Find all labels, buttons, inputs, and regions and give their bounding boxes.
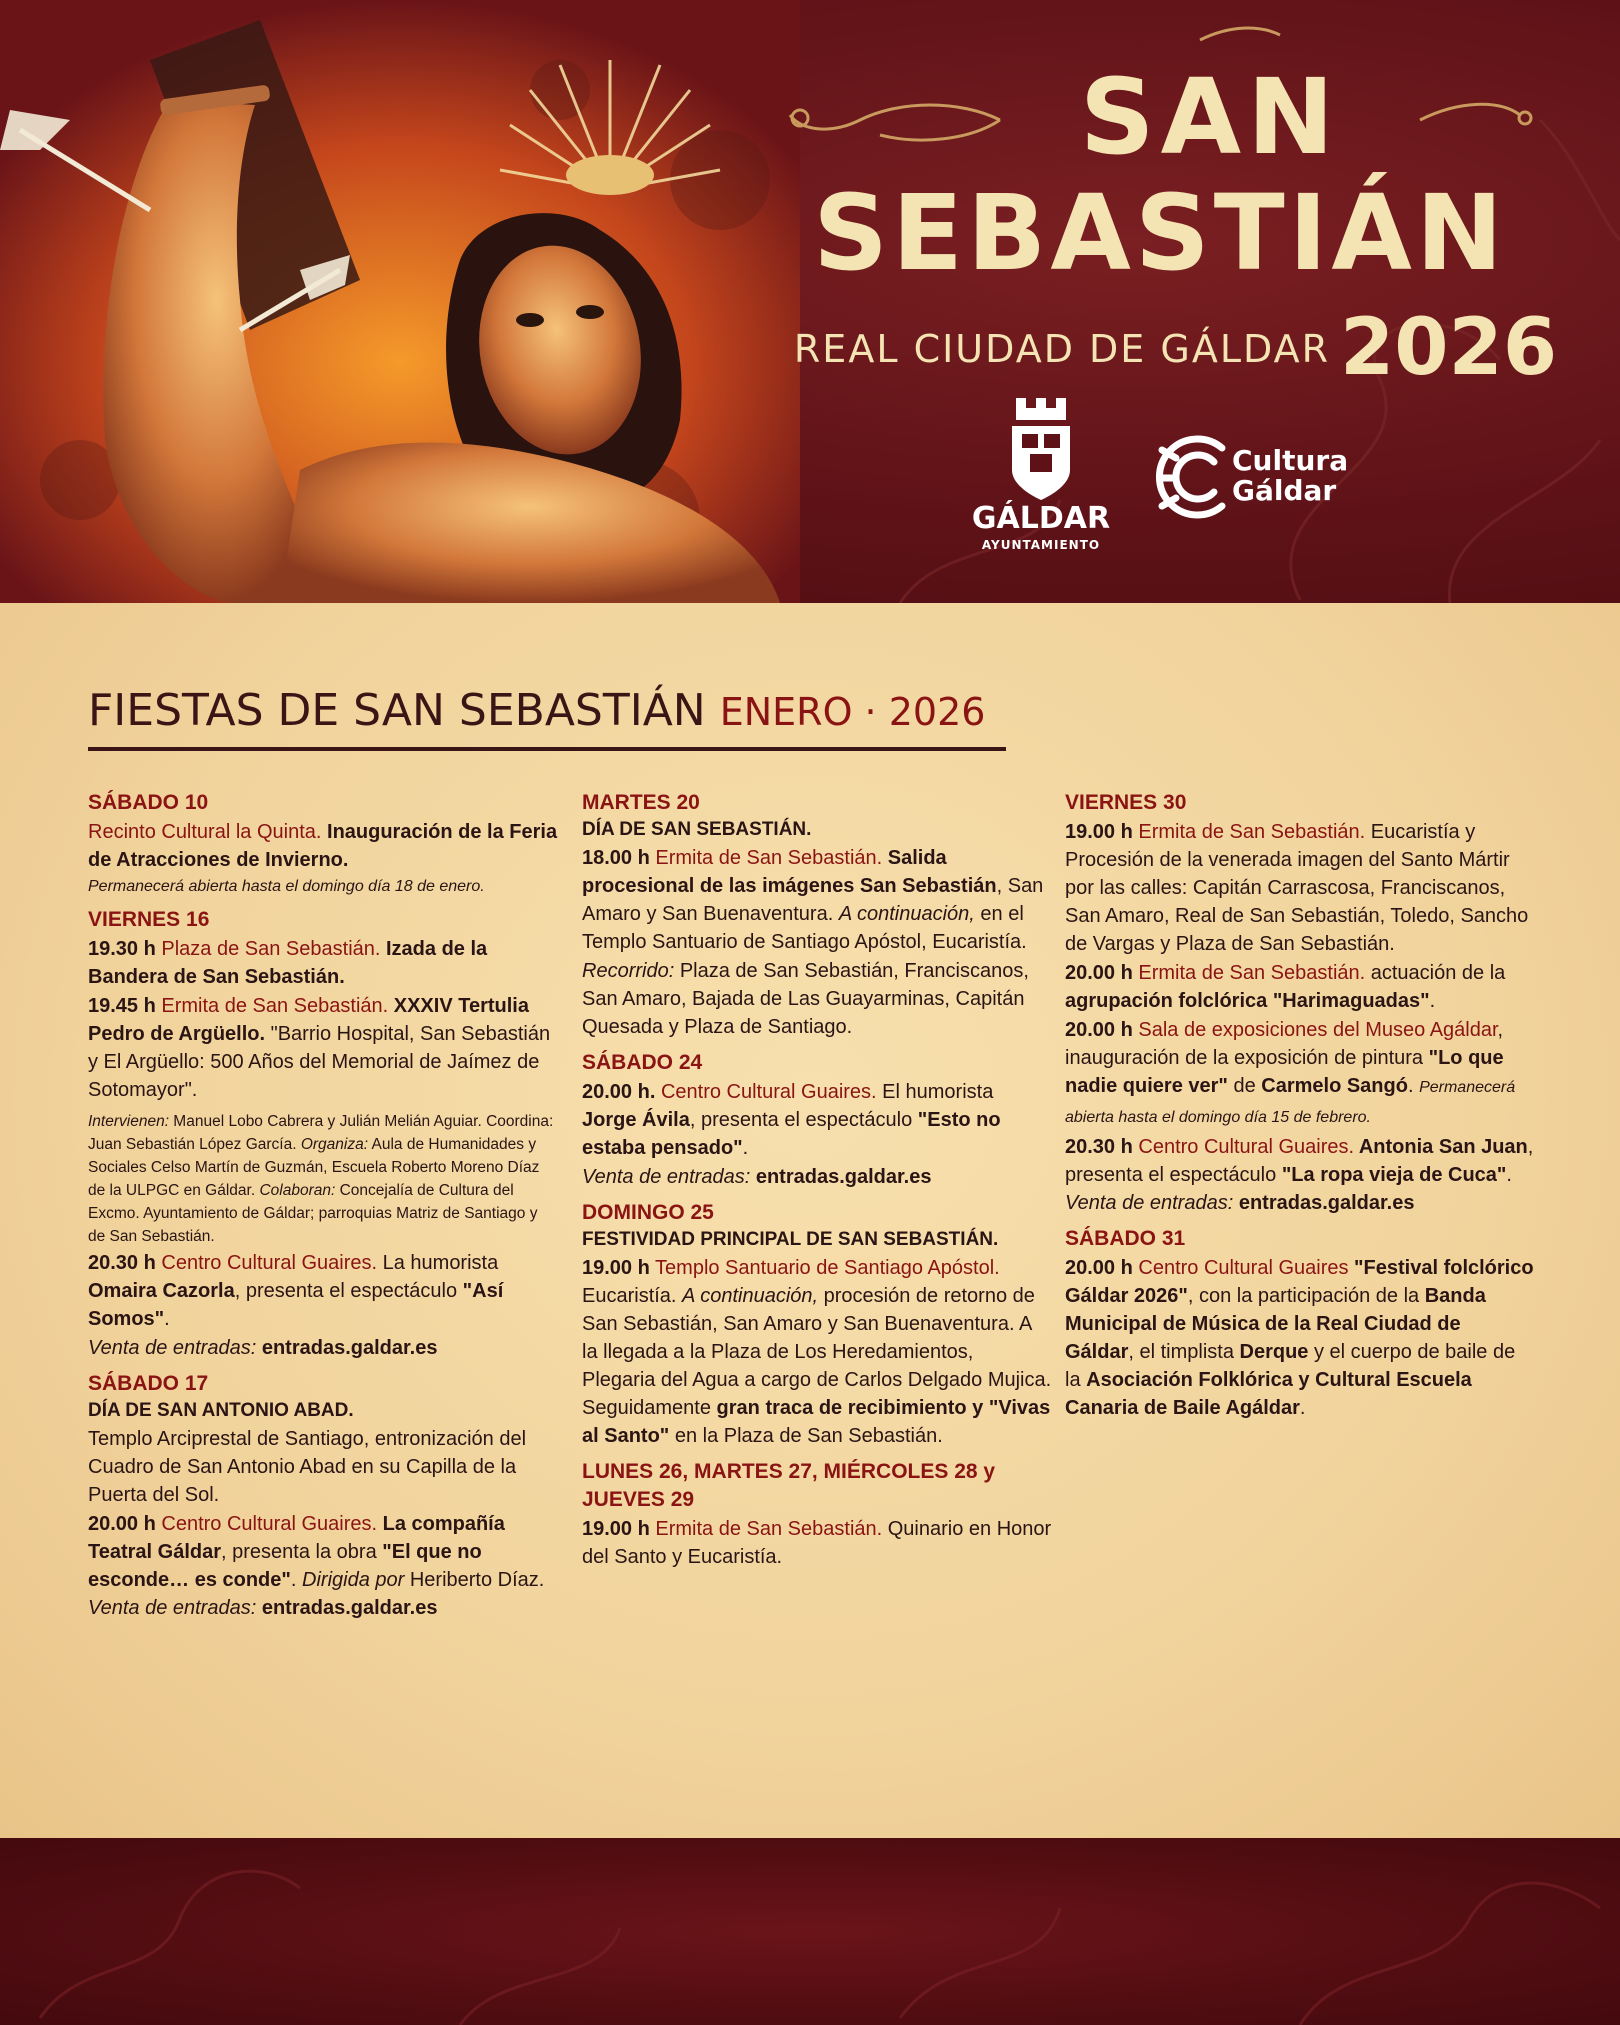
logo-cultura-line1: Cultura bbox=[1232, 444, 1349, 477]
event-credits: Intervienen: Manuel Lobo Cabrera y Julián Melián Aguiar. Coordina: Juan Sebastián López García. Organiza: Aula de Humanidades y Sociales Celso Martín de Guzmán, Escuela Roberto Moreno Díaz de la ULPGC en Gáldar. Colaboran: Concejalía de Cultura del Excmo. Ayuntamiento de Gáldar; parroquias Matriz de Santiago y de San Sebastián. bbox=[88, 1113, 554, 1245]
program-area bbox=[0, 603, 1620, 1838]
day-heading: LUNES 26, MARTES 27, MIÉRCOLES 28 y JUEVES 29 bbox=[582, 1460, 996, 1511]
title-line-2: SEBASTIÁN bbox=[813, 172, 1507, 294]
event-entry: Recinto Cultural la Quinta. Inauguración de la Feria de Atracciones de Invierno. bbox=[88, 821, 558, 871]
ticket-info: Venta de entradas: entradas.galdar.es bbox=[88, 1337, 438, 1359]
day-heading: SÁBADO 31 bbox=[1065, 1227, 1186, 1250]
cultura-c-icon bbox=[0, 0, 1620, 603]
day-heading: SÁBADO 10 bbox=[88, 791, 209, 814]
logo-cultura-text bbox=[1232, 446, 1392, 506]
footer-band bbox=[0, 1838, 1620, 2025]
ticket-info: Venta de entradas: entradas.galdar.es bbox=[582, 1166, 932, 1188]
event-note: Permanecerá abierta hasta el domingo día 18 de enero. bbox=[88, 878, 485, 895]
program-column-3 bbox=[1065, 789, 1535, 1423]
title-line-1: SAN bbox=[1079, 56, 1341, 178]
event-entry: 20.30 h Centro Cultural Guaires. La humorista Omaira Cazorla, presenta el espectáculo "Así Somos". bbox=[88, 1252, 504, 1330]
event-entry: Templo Arciprestal de Santiago, entronización del Cuadro de San Antonio Abad en su Capilla de la Puerta del Sol. bbox=[88, 1428, 527, 1506]
event-entry: 19.00 h Templo Santuario de Santiago Apóstol. Eucaristía. A continuación, procesión de retorno de San Sebastián, San Amaro y San Buenaventura. A la llegada a la Plaza de Los Heredamientos, Plegaria del Agua a cargo de Carlos Delgado Mujica. Seguidamente gran traca de recibimiento y "Vivas al Santo" en la Plaza de San Sebastián. bbox=[582, 1257, 1052, 1447]
program-heading-date: ENERO · 2026 bbox=[719, 690, 986, 734]
program-heading bbox=[88, 685, 985, 738]
day-heading: MARTES 20 bbox=[582, 791, 700, 814]
event-entry: 20.00 h Centro Cultural Guaires "Festival folclórico Gáldar 2026", con la participación de la Banda Municipal de Música de la Real Ciudad de Gáldar, el timplista Derque y el cuerpo de baile de la Asociación Folklórica y Cultural Escuela Canaria de Baile Agáldar. bbox=[1065, 1257, 1534, 1419]
logo-galdar-sub: AYUNTAMIENTO bbox=[981, 538, 1101, 552]
event-entry: 20.00 h Centro Cultural Guaires. La compañía Teatral Gáldar, presenta la obra "El que no esconde… es conde". Dirigida por Heriberto Díaz. Venta de entradas: entradas.galdar.es bbox=[88, 1513, 545, 1619]
program-heading-title: FIESTAS DE SAN SEBASTIÁN bbox=[88, 685, 706, 736]
logo-galdar-name: GÁLDAR bbox=[971, 501, 1111, 536]
day-heading: VIERNES 30 bbox=[1065, 791, 1187, 814]
program-column-2 bbox=[582, 789, 1052, 1572]
event-entry: 20.00 h Sala de exposiciones del Museo Agáldar, inauguración de la exposición de pintura "Lo que nadie quiere ver" de Carmelo Sangó. Permanecerá abierta hasta el domingo día 15 de febrero. bbox=[1065, 1019, 1516, 1126]
footer-flourish-background bbox=[0, 1838, 1620, 2025]
event-entry: 20.30 h Centro Cultural Guaires. Antonia San Juan, presenta el espectáculo "La ropa vieja de Cuca". Venta de entradas: entradas.galdar.es bbox=[1065, 1136, 1534, 1214]
event-route: Recorrido: Plaza de San Sebastián, Franciscanos, San Amaro, Bajada de Las Guayarminas, Capitán Quesada y Plaza de Santiago. bbox=[582, 960, 1029, 1038]
title-year: 2026 bbox=[1340, 303, 1558, 393]
header-banner bbox=[0, 0, 1620, 603]
event-entry: 18.00 h Ermita de San Sebastián. Salida procesional de las imágenes San Sebastián, San Amaro y San Buenaventura. A continuación, en el Templo Santuario de Santiago Apóstol, Eucaristía. bbox=[582, 847, 1044, 953]
day-heading: DOMINGO 25 bbox=[582, 1201, 714, 1224]
event-entry: 19.30 h Plaza de San Sebastián. Izada de la Bandera de San Sebastián. bbox=[88, 938, 488, 988]
day-heading: SÁBADO 17 bbox=[88, 1372, 209, 1395]
day-subheading: DÍA DE SAN ANTONIO ABAD. bbox=[88, 1400, 354, 1421]
day-subheading: FESTIVIDAD PRINCIPAL DE SAN SEBASTIÁN. bbox=[582, 1229, 999, 1250]
event-entry: 19.45 h Ermita de San Sebastián. XXXIV Tertulia Pedro de Argüello. "Barrio Hospital, San Sebastián y El Argüello: 500 Años del Memorial de Jaímez de Sotomayor". bbox=[88, 995, 551, 1101]
event-entry: 19.00 h Ermita de San Sebastián. Quinario en Honor del Santo y Eucaristía. bbox=[582, 1518, 1052, 1568]
event-entry: 20.00 h Ermita de San Sebastián. actuación de la agrupación folclórica "Harimaguadas". bbox=[1065, 962, 1506, 1012]
day-subheading: DÍA DE SAN SEBASTIÁN. bbox=[582, 819, 812, 840]
event-entry: 20.00 h. Centro Cultural Guaires. El humorista Jorge Ávila, presenta el espectáculo "Esto no estaba pensado". bbox=[582, 1081, 1001, 1159]
heading-divider bbox=[88, 747, 1006, 751]
day-heading: VIERNES 16 bbox=[88, 908, 210, 931]
title-subtitle: REAL CIUDAD DE GÁLDAR bbox=[793, 327, 1330, 371]
event-entry: 19.00 h Ermita de San Sebastián. Eucaristía y Procesión de la venerada imagen del Santo Mártir por las calles: Capitán Carrascosa, Franciscanos, San Amaro, Real de San Sebastián, Toledo, Sancho de Vargas y Plaza de San Sebastián. bbox=[1065, 821, 1529, 955]
day-heading: SÁBADO 24 bbox=[582, 1051, 703, 1074]
program-column-1 bbox=[88, 789, 558, 1623]
logo-cultura-line2: Gáldar bbox=[1232, 474, 1337, 507]
